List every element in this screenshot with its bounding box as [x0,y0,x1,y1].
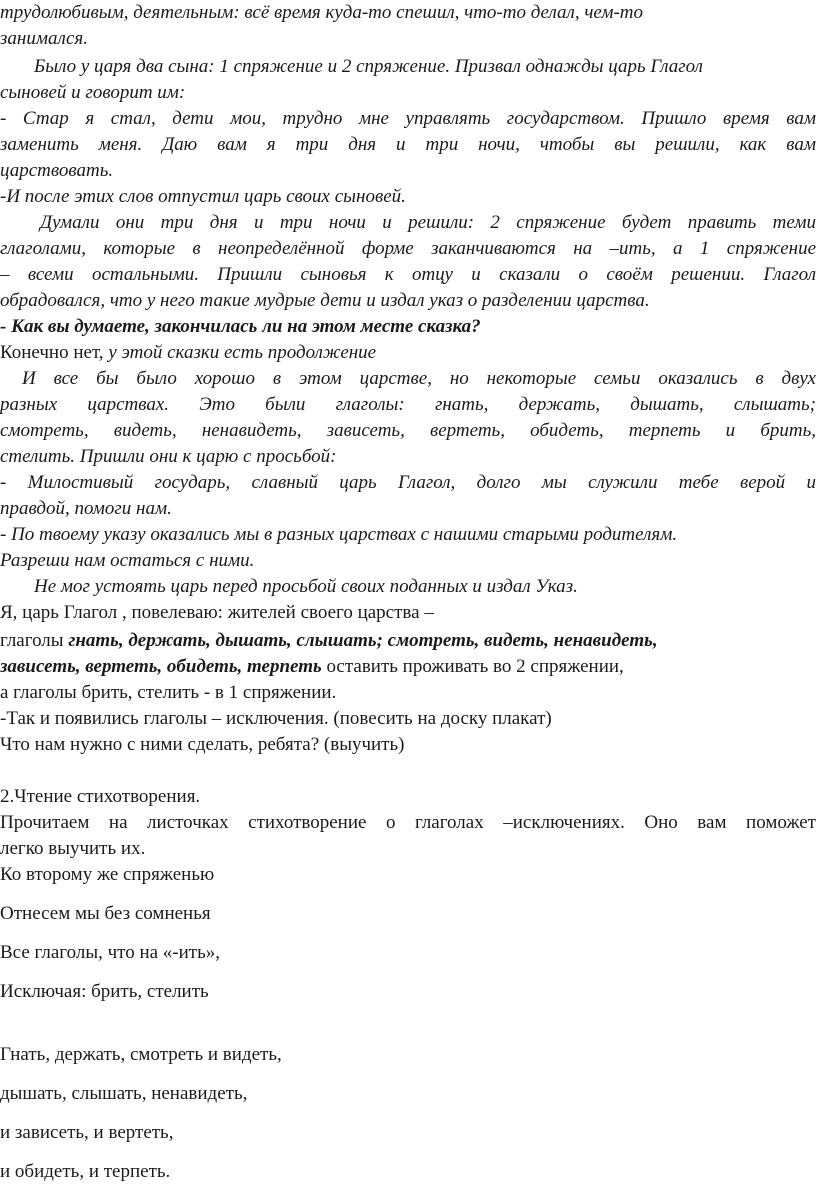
text-line: заменить меня. Даю вам я три дня и три ночи, чтобы вы решили, как вам [0,134,816,155]
decree-plain: оставить проживать во 2 спряжении, [321,656,624,677]
question-line: - Как вы думаете, закончилась ли на этом месте сказка? [0,316,481,337]
text-line: обрадовался, что у него такие мудрые дети и издал указ о разделении царства. [0,290,650,311]
text-line: глаголами, которые в неопределённой форме заканчиваются на –ить, а 1 спряжение [0,238,816,259]
decree-line [0,656,816,678]
poem-line: Отнесем мы без сомненья [0,903,211,924]
section-heading: 2.Чтение стихотворения. [0,786,201,807]
text-line: Думали они три дня и три ночи и решили: 2 спряжение будет править теми [40,212,816,233]
text-line: разных царствах. Это были глаголы: гнать, держать, дышать, слышать; [0,394,816,415]
text-line: Что нам нужно с ними сделать, ребята? (выучить) [0,734,405,755]
text-line: занимался. [0,28,88,49]
text-line: - Стар я стал, дети мои, трудно мне управлять государством. Пришло время вам [0,108,816,129]
text-line: - По твоему указу оказались мы в разных царствах с нашими старыми родителям. [0,524,678,545]
text-line: Прочитаем на листочках стихотворение о глаголах –исключениях. Оно вам поможет [0,812,816,833]
text-line: сыновей и говорит им: [0,82,186,103]
decree-verbs: зависеть, вертеть, обидеть, терпеть [0,656,322,677]
text-line: Было у царя два сына: 1 спряжение и 2 спряжение. Призвал однажды царь Глагол [34,56,703,77]
poem-line: дышать, слышать, ненавидеть, [0,1083,248,1104]
decree-plain: глаголы [0,630,64,651]
poem-line: Все глаголы, что на «-ить», [0,942,221,963]
text-line: И все бы было хорошо в этом царстве, но некоторые семьи оказались в двух [22,368,816,389]
decree-line: а глаголы брить, стелить - в 1 спряжении. [0,682,337,703]
poem-line: Ко второму же спряженью [0,864,215,885]
text-italic: у этой сказки есть продолжение [108,342,377,363]
text-line: - Милостивый государь, славный царь Глагол, долго мы служили тебе верой и [0,472,816,493]
text-line: – всеми остальными. Пришли сыновья к отцу и сказали о своём решении. Глагол [0,264,816,285]
text-plain: Конечно нет, [0,342,104,363]
text-line: правдой, помоги нам. [0,498,172,519]
poem-line: и обидеть, и терпеть. [0,1161,171,1182]
text-line: Не мог устоять царь перед просьбой своих поданных и издал Указ. [34,576,578,597]
poem-line: Исключая: брить, стелить [0,981,209,1002]
poem-line: Гнать, держать, смотреть и видеть, [0,1044,282,1065]
text-line [0,342,816,364]
text-line: царствовать. [0,160,114,181]
text-line: трудолюбивым, деятельным: всё время куда-то спешил, что-то делал, чем-то [0,2,644,23]
decree-line [0,630,816,652]
text-line: -Так и появились глаголы – исключения. (повесить на доску плакат) [0,708,552,729]
text-line: смотреть, видеть, ненавидеть, зависеть, вертеть, обидеть, терпеть и брить, [0,420,816,441]
text-line: -И после этих слов отпустил царь своих сыновей. [0,186,406,207]
text-line: стелить. Пришли они к царю с просьбой: [0,446,337,467]
text-line: Разреши нам остаться с ними. [0,550,255,571]
poem-line: и зависеть, и вертеть, [0,1122,174,1143]
decree-verbs: гнать, держать, дышать, слышать; смотреть, видеть, ненавидеть, [68,630,658,651]
text-line: легко выучить их. [0,838,146,859]
decree-line: Я, царь Глагол , повелеваю: жителей своего царства – [0,602,434,623]
